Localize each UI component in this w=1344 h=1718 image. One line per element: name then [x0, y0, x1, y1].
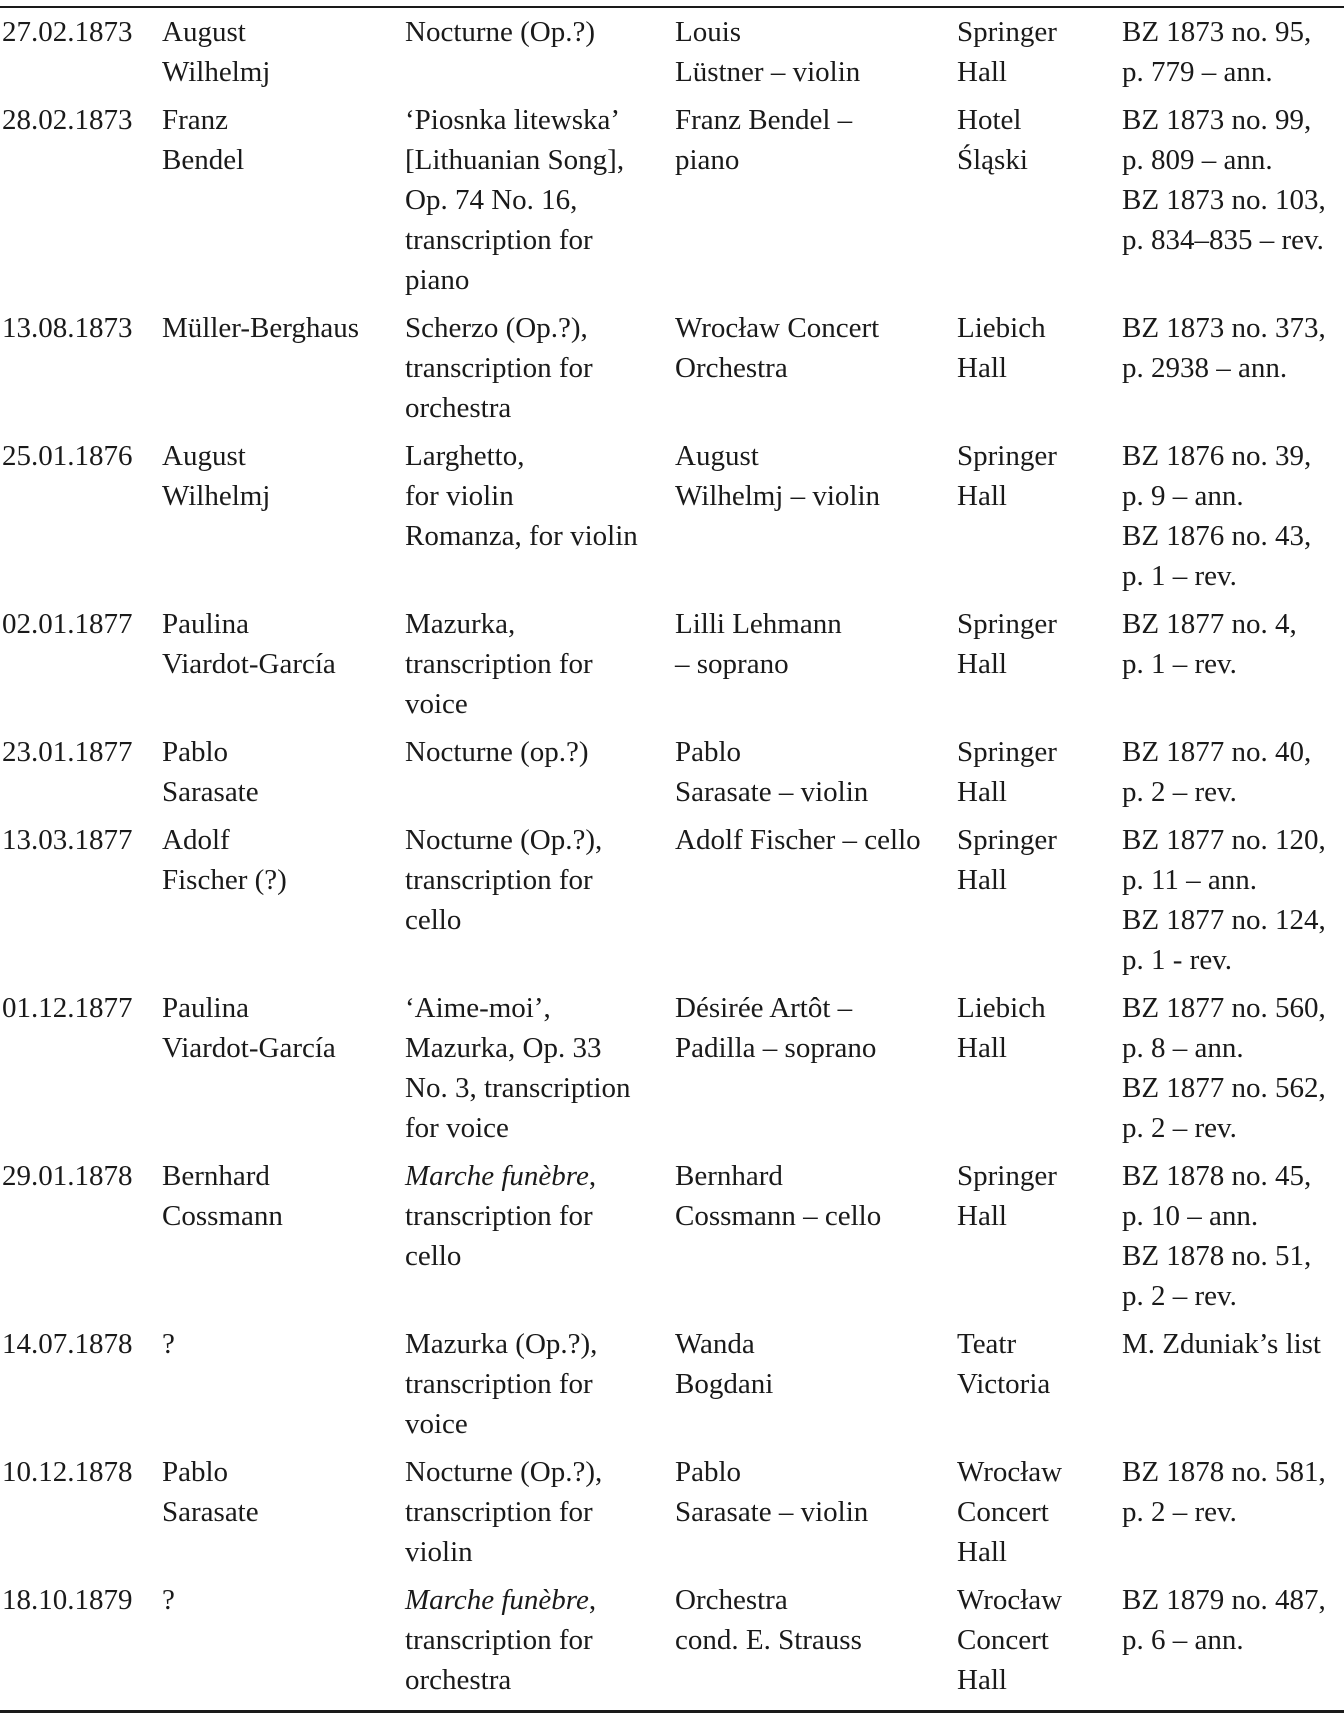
- table-row: [0, 1324, 1344, 1452]
- table-row: [0, 436, 1344, 604]
- cell-date: 25.01.1876: [2, 440, 133, 472]
- cell-date: 02.01.1877: [2, 608, 133, 640]
- work-title-italic: Marche funèbre: [405, 1160, 589, 1192]
- cell-work: Mazurka (Op.?), transcription for voice: [405, 1328, 598, 1440]
- cell-performer: Wanda Bogdani: [675, 1328, 774, 1400]
- cell-performer: Wrocław Concert Orchestra: [675, 312, 880, 384]
- cell-composer: August Wilhelmj: [162, 440, 271, 512]
- concert-table: [0, 12, 1344, 1708]
- cell-composer: Adolf Fischer (?): [162, 824, 287, 896]
- cell-work: [405, 1156, 675, 1324]
- cell-work: [405, 1580, 675, 1708]
- cell-composer: Paulina Viardot-García: [162, 608, 336, 680]
- table-row: [0, 732, 1344, 820]
- cell-venue: Hotel Śląski: [957, 104, 1028, 176]
- cell-performer: Pablo Sarasate – violin: [675, 1456, 869, 1528]
- cell-date: 28.02.1873: [2, 104, 133, 136]
- cell-work: ‘Aime-moi’, Mazurka, Op. 33 No. 3, transcription for voice: [405, 992, 631, 1144]
- cell-performer: Adolf Fischer – cello: [675, 824, 921, 856]
- cell-source: BZ 1877 no. 120, p. 11 – ann. BZ 1877 no. 124, p. 1 - rev.: [1122, 824, 1326, 976]
- cell-performer: Louis Lüstner – violin: [675, 16, 861, 88]
- work-title-italic: Marche funèbre: [405, 1584, 589, 1616]
- cell-composer: August Wilhelmj: [162, 16, 271, 88]
- cell-work: Nocturne (Op.?), transcription for cello: [405, 824, 603, 936]
- cell-source: BZ 1873 no. 99, p. 809 – ann. BZ 1873 no. 103, p. 834–835 – rev.: [1122, 104, 1326, 256]
- cell-venue: Teatr Victoria: [957, 1328, 1051, 1400]
- cell-source: BZ 1873 no. 373, p. 2938 – ann.: [1122, 312, 1326, 384]
- cell-venue: Wrocław Concert Hall: [957, 1584, 1063, 1696]
- cell-work: Scherzo (Op.?), transcription for orchestra: [405, 312, 593, 424]
- cell-composer: Bernhard Cossmann: [162, 1160, 283, 1232]
- cell-source: BZ 1879 no. 487, p. 6 – ann.: [1122, 1584, 1326, 1656]
- cell-source: BZ 1877 no. 40, p. 2 – rev.: [1122, 736, 1312, 808]
- cell-venue: Liebich Hall: [957, 312, 1046, 384]
- cell-date: 01.12.1877: [2, 992, 133, 1024]
- cell-composer: Paulina Viardot-García: [162, 992, 336, 1064]
- cell-source: BZ 1878 no. 581, p. 2 – rev.: [1122, 1456, 1326, 1528]
- cell-performer: Franz Bendel – piano: [675, 104, 853, 176]
- table-row: [0, 308, 1344, 436]
- cell-work: Nocturne (Op.?): [405, 16, 596, 48]
- cell-source: BZ 1876 no. 39, p. 9 – ann. BZ 1876 no. 43, p. 1 – rev.: [1122, 440, 1312, 592]
- cell-performer: Orchestra cond. E. Strauss: [675, 1584, 862, 1656]
- cell-date: 29.01.1878: [2, 1160, 133, 1192]
- cell-venue: Springer Hall: [957, 440, 1057, 512]
- cell-work: Nocturne (Op.?), transcription for violin: [405, 1456, 603, 1568]
- table-body: [0, 12, 1344, 1708]
- cell-performer: Bernhard Cossmann – cello: [675, 1160, 882, 1232]
- cell-work: Mazurka, transcription for voice: [405, 608, 593, 720]
- cell-composer: Pablo Sarasate: [162, 1456, 259, 1528]
- table-row: [0, 12, 1344, 100]
- cell-venue: Wrocław Concert Hall: [957, 1456, 1063, 1568]
- cell-performer: Lilli Lehmann – soprano: [675, 608, 842, 680]
- table-row: [0, 820, 1344, 988]
- cell-performer: Désirée Artôt – Padilla – soprano: [675, 992, 877, 1064]
- cell-source: M. Zduniak’s list: [1122, 1328, 1321, 1360]
- cell-performer: August Wilhelmj – violin: [675, 440, 881, 512]
- cell-source: BZ 1878 no. 45, p. 10 – ann. BZ 1878 no. 51, p. 2 – rev.: [1122, 1160, 1312, 1312]
- cell-composer: ?: [162, 1584, 175, 1616]
- cell-work: Nocturne (op.?): [405, 736, 589, 768]
- table-row: [0, 100, 1344, 308]
- table-row: [0, 988, 1344, 1156]
- table-top-rule: [0, 6, 1344, 8]
- table-row: [0, 1156, 1344, 1324]
- table-bottom-rule: [0, 1710, 1344, 1713]
- table-row: [0, 1452, 1344, 1580]
- cell-date: 18.10.1879: [2, 1584, 133, 1616]
- cell-source: BZ 1877 no. 560, p. 8 – ann. BZ 1877 no. 562, p. 2 – rev.: [1122, 992, 1326, 1144]
- cell-performer: Pablo Sarasate – violin: [675, 736, 869, 808]
- cell-work: Larghetto, for violin Romanza, for violin: [405, 440, 638, 552]
- cell-date: 23.01.1877: [2, 736, 133, 768]
- cell-venue: Springer Hall: [957, 824, 1057, 896]
- cell-venue: Springer Hall: [957, 736, 1057, 808]
- cell-date: 14.07.1878: [2, 1328, 133, 1360]
- cell-date: 13.08.1873: [2, 312, 133, 344]
- cell-composer: ?: [162, 1328, 175, 1360]
- cell-source: BZ 1877 no. 4, p. 1 – rev.: [1122, 608, 1297, 680]
- cell-venue: Springer Hall: [957, 608, 1057, 680]
- cell-venue: Liebich Hall: [957, 992, 1046, 1064]
- table-row: [0, 1580, 1344, 1708]
- cell-date: 27.02.1873: [2, 16, 133, 48]
- cell-date: 13.03.1877: [2, 824, 133, 856]
- work-description: , transcription for cello: [405, 1160, 597, 1272]
- cell-composer: Pablo Sarasate: [162, 736, 259, 808]
- cell-source: BZ 1873 no. 95, p. 779 – ann.: [1122, 16, 1312, 88]
- cell-composer: Franz Bendel: [162, 104, 245, 176]
- cell-date: 10.12.1878: [2, 1456, 133, 1488]
- cell-venue: Springer Hall: [957, 1160, 1057, 1232]
- table-row: [0, 604, 1344, 732]
- cell-venue: Springer Hall: [957, 16, 1057, 88]
- cell-composer: Müller-Berghaus: [162, 312, 360, 344]
- cell-work: ‘Piosnka litewska’ [Lithuanian Song], Op. 74 No. 16, transcription for piano: [405, 104, 625, 296]
- work-description: , transcription for orchestra: [405, 1584, 597, 1696]
